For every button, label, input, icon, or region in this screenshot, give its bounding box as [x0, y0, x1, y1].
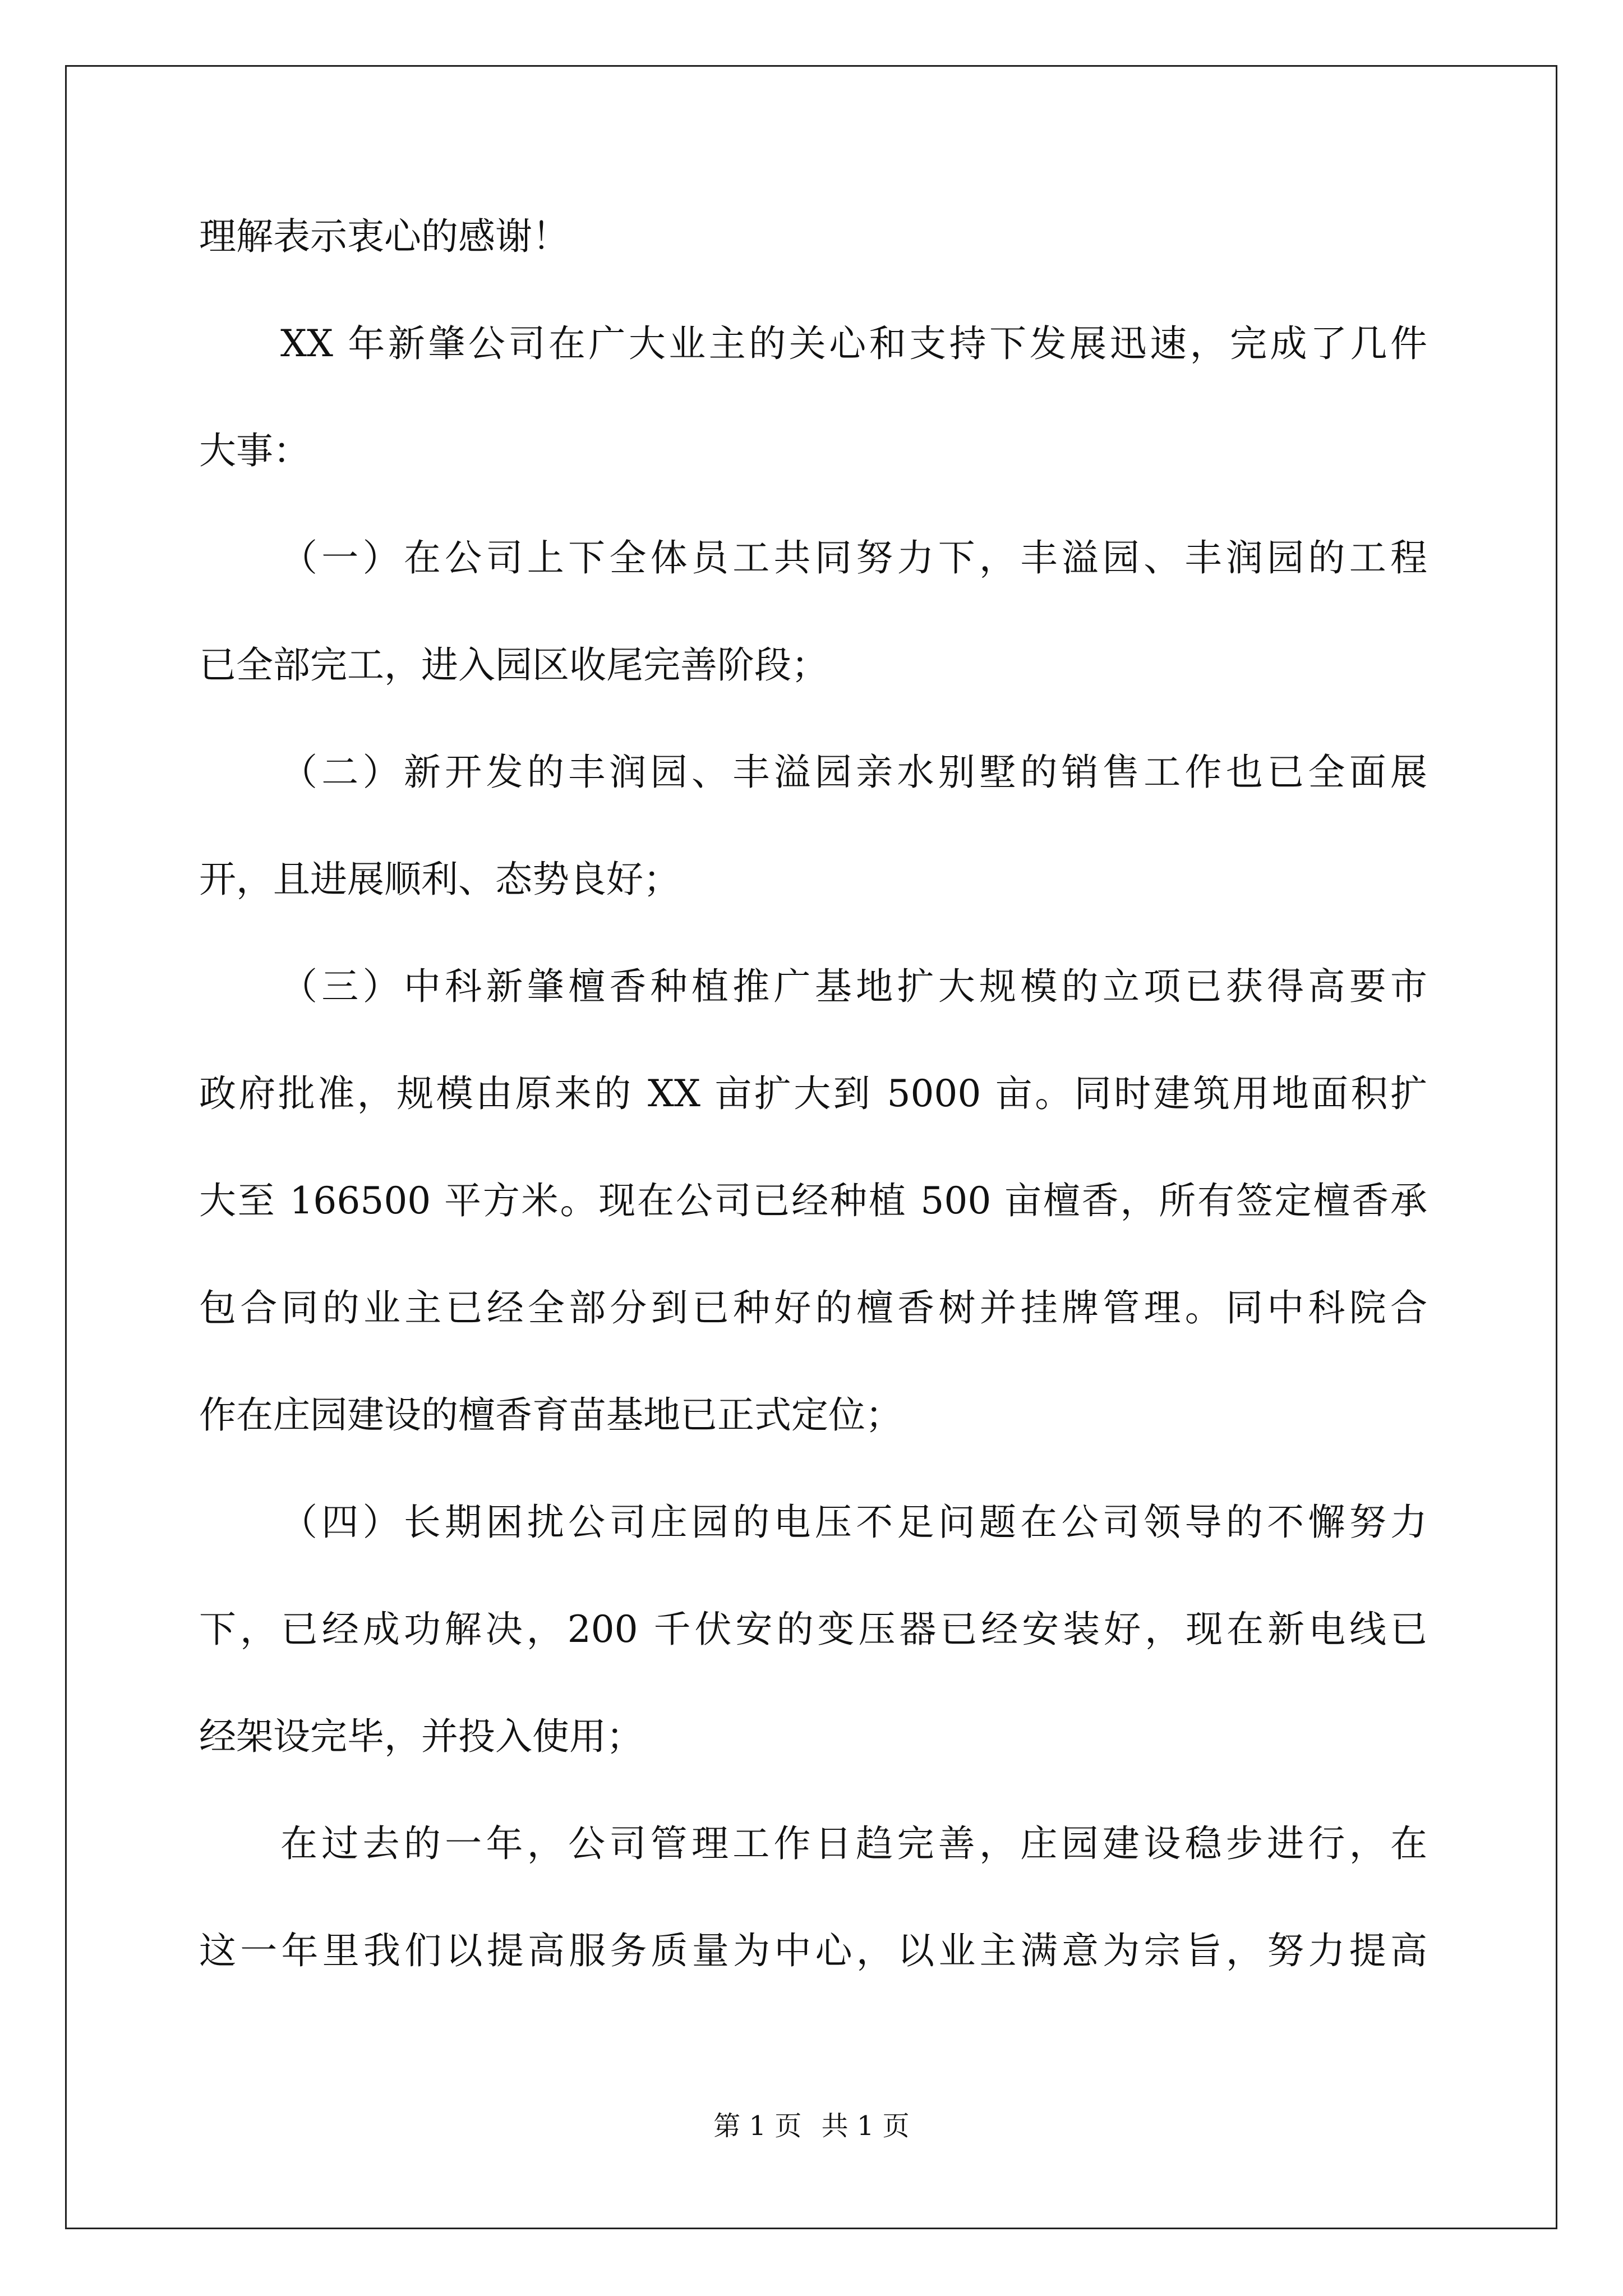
text-line-1: 理解表示衷心的感谢！	[199, 215, 569, 258]
text-line-5: 已全部完工，进入园区收尾完善阶段；	[199, 643, 828, 687]
text-line-6: （二）新开发的丰润园、丰溢园亲水别墅的销售工作也已全面展	[280, 751, 1427, 794]
page-total: 共 1 页	[821, 2110, 910, 2142]
text-line-14: 下，已经成功解决，200 千伏安的变压器已经安装好，现在新电线已	[199, 1608, 1427, 1651]
text-line-11: 包合同的业主已经全部分到已种好的檀香树并挂牌管理。同中科院合	[199, 1286, 1427, 1329]
text-line-7: 开，且进展顺利、态势良好；	[199, 858, 680, 901]
text-line-17: 这一年里我们以提高服务质量为中心，以业主满意为宗旨，努力提高	[199, 1929, 1427, 1972]
text-line-12: 作在庄园建设的檀香育苗基地已正式定位；	[199, 1393, 902, 1437]
text-line-9: 政府批准，规模由原来的 XX 亩扩大到 5000 亩。同时建筑用地面积扩	[199, 1072, 1427, 1115]
page-number: 第 1 页	[713, 2110, 802, 2142]
text-line-15: 经架设完毕，并投入使用；	[199, 1715, 643, 1758]
text-line-2: XX 年新肇公司在广大业主的关心和支持下发展迅速，完成了几件	[280, 322, 1427, 365]
text-line-16: 在过去的一年，公司管理工作日趋完善，庄园建设稳步进行，在	[280, 1822, 1427, 1865]
page-border	[65, 65, 1557, 2229]
text-line-13: （四）长期困扰公司庄园的电压不足问题在公司领导的不懈努力	[280, 1501, 1427, 1544]
text-line-10: 大至 166500 平方米。现在公司已经种植 500 亩檀香，所有签定檀香承	[199, 1179, 1427, 1222]
text-line-4: （一）在公司上下全体员工共同努力下，丰溢园、丰润园的工程	[280, 536, 1427, 579]
text-line-3: 大事：	[199, 429, 310, 472]
page-footer	[0, 2109, 1623, 2143]
text-line-8: （三）中科新肇檀香种植推广基地扩大规模的立项已获得高要市	[280, 965, 1427, 1008]
